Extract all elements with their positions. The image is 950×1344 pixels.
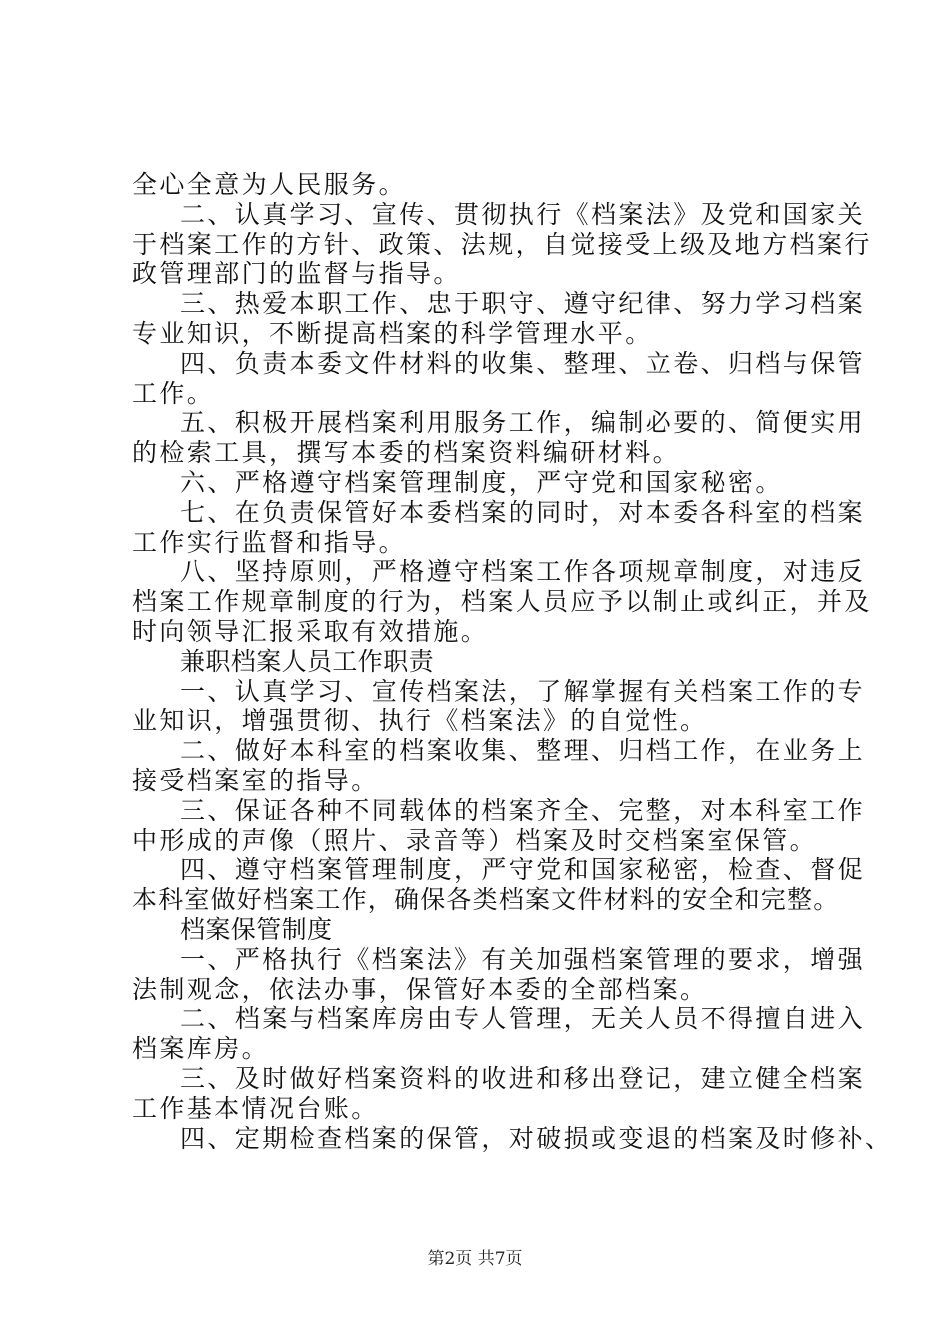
text-line: 法制观念，依法办事，保管好本委的全部档案。: [132, 974, 708, 1004]
text-line: 政管理部门的监督与指导。: [132, 259, 461, 289]
text-line: 一、严格执行《档案法》有关加强档案管理的要求，增强: [180, 944, 866, 974]
text-line: 工作基本情况台账。: [132, 1093, 379, 1123]
document-body: [132, 170, 893, 1153]
text-line: 全心全意为人民服务。: [132, 170, 407, 199]
text-line: 业知识，增强贯彻、执行《档案法》的自觉性。: [132, 706, 708, 736]
text-line: 四、遵守档案管理制度，严守党和国家秘密，检查、督促: [180, 855, 866, 885]
text-line: 三、保证各种不同载体的档案齐全、完整，对本科室工作: [180, 795, 866, 825]
text-line: 八、坚持原则，严格遵守档案工作各项规章制度，对违反: [180, 557, 866, 587]
section-heading: 档案保管制度: [180, 914, 333, 944]
text-line: 时向领导汇报采取有效措施。: [132, 616, 489, 646]
section-heading: 兼职档案人员工作职责: [180, 646, 435, 676]
text-line: 三、热爱本职工作、忠于职守、遵守纪律、努力学习档案: [180, 289, 866, 319]
text-line: 接受档案室的指导。: [132, 765, 379, 795]
text-line: 五、积极开展档案利用服务工作，编制必要的、简便实用: [180, 408, 866, 438]
text-line: 四、负责本委文件材料的收集、整理、立卷、归档与保管: [180, 348, 866, 378]
text-line: 于档案工作的方针、政策、法规，自觉接受上级及地方档案行: [132, 229, 872, 259]
text-line: 档案库房。: [132, 1034, 270, 1064]
text-line: 的检索工具，撰写本委的档案资料编研材料。: [132, 438, 681, 468]
text-line: 四、定期检查档案的保管，对破损或变退的档案及时修补、: [180, 1123, 893, 1153]
text-line: 专业知识，不断提高档案的科学管理水平。: [132, 318, 653, 348]
text-line: 一、认真学习、宣传档案法，了解掌握有关档案工作的专: [180, 676, 866, 706]
text-line: 档案工作规章制度的行为，档案人员应予以制止或纠正，并及: [132, 587, 872, 617]
text-line: 工作。: [132, 378, 215, 408]
text-line: 二、做好本科室的档案收集、整理、归档工作，在业务上: [180, 736, 866, 766]
text-line: 本科室做好档案工作，确保各类档案文件材料的安全和完整。: [132, 885, 840, 915]
text-line: 三、及时做好档案资料的收进和移出登记，建立健全档案: [180, 1063, 866, 1093]
text-line: 中形成的声像（照片、录音等）档案及时交档案室保管。: [132, 825, 818, 855]
text-line: 六、严格遵守档案管理制度，严守党和国家秘密。: [180, 467, 783, 497]
text-line: 二、认真学习、宣传、贯彻执行《档案法》及党和国家关: [180, 199, 866, 229]
text-line: 七、在负责保管好本委档案的同时，对本委各科室的档案: [180, 497, 866, 527]
page-number-footer: 第2页 共7页: [427, 1249, 523, 1269]
text-line: 二、档案与档案库房由专人管理，无关人员不得擅自进入: [180, 1004, 866, 1034]
text-line: 工作实行监督和指导。: [132, 527, 407, 557]
